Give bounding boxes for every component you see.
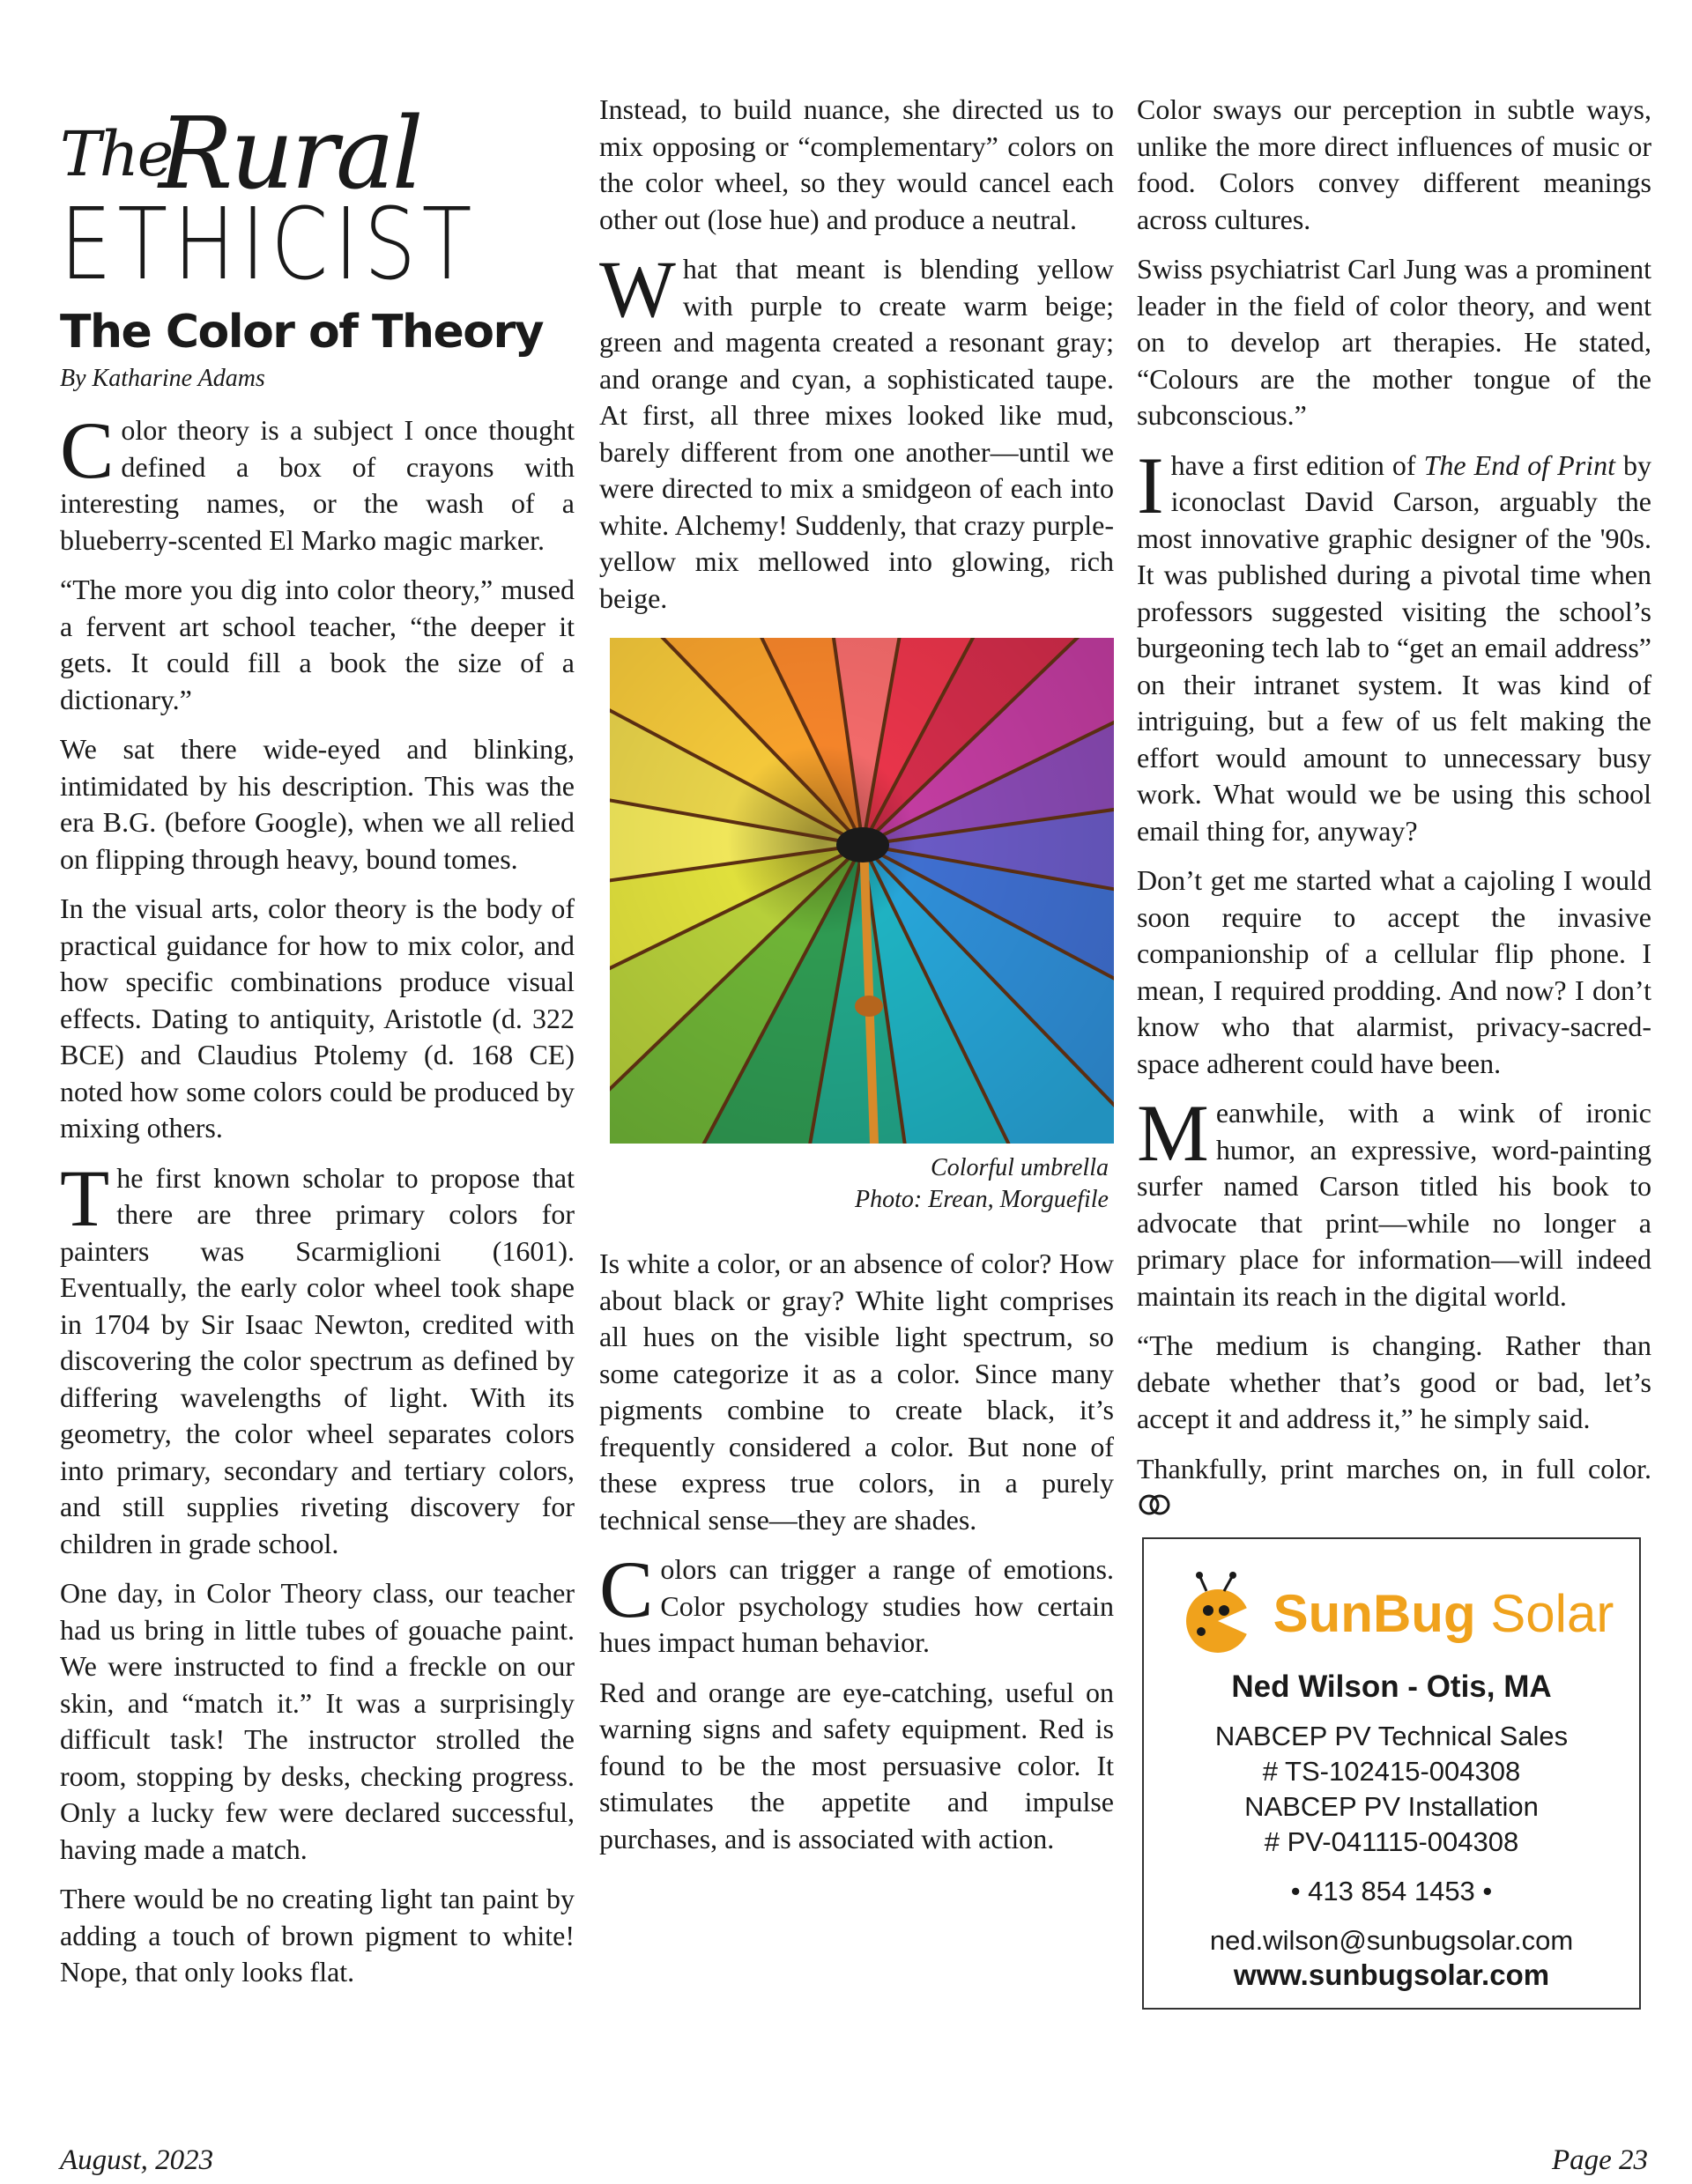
paragraph: In the visual arts, color theory is the body of practical guidance for how to mix color, and how specific combinations produce visual effects. Dating to antiquity, Aristotle (d. 322 BCE) and Claudius Ptolemy (d. 168 CE) noted how some colors could be produced by mixing others.	[60, 892, 575, 1144]
ad-website: www.sunbugsolar.com	[1233, 1958, 1550, 1991]
ad-email: ned.wilson@sunbugsolar.com	[1209, 1924, 1574, 1956]
ad-cert-number: # PV-041115-004308	[1264, 1825, 1519, 1857]
end-mark-icon	[1137, 1492, 1172, 1518]
ad-phone: • 413 854 1453 •	[1290, 1875, 1493, 1906]
drop-cap: M	[1137, 1088, 1209, 1178]
umbrella-hub	[836, 827, 889, 862]
ad-cert-number: # TS-102415-004308	[1262, 1755, 1521, 1787]
drop-cap: C	[60, 405, 115, 495]
drop-cap: I	[1137, 440, 1164, 530]
ad-contact-name: Ned Wilson - Otis, MA	[1231, 1669, 1552, 1704]
column-2	[599, 92, 1114, 1870]
paragraph: Instead, to build nuance, she directed us to mix opposing or “complementary” colors on the color wheel, so they would cancel each other out (lose hue) and produce a neutral.	[599, 93, 1114, 235]
paragraph: “The medium is changing. Rather than debate whether that’s good or bad, let’s accept it and address it,” he simply said.	[1137, 1329, 1651, 1434]
article-title: The Color of Theory	[60, 306, 544, 359]
ad-brand: SunBug Solar	[1273, 1584, 1614, 1643]
paragraph: Swiss psychiatrist Carl Jung was a prominent leader in the field of color theory, and went on to develop art therapies. He stated, “Colours are the mother tongue of the subconscious.”	[1137, 253, 1651, 431]
paragraph: Don’t get me started what a cajoling I would soon require to accept the invasive companionship of a cellular flip phone. I mean, I required prodding. And now? I don’t know who that alarmist, privacy-sacred-space adherent could have been.	[1137, 864, 1651, 1079]
paragraph: “The more you dig into color theory,” mused a fervent art school teacher, “the deeper it gets. It could fill a book the size of a dictionary.”	[60, 574, 575, 715]
umbrella-photo	[610, 638, 1114, 1144]
paragraph: What that meant is blending yellow with purple to create warm beige; green and magenta created a resonant gray; and orange and cyan, a sophisticated taupe. At first, all three mixes looked like mud, barely different from one another—until we were directed to mix a smidgeon of each into white. Alchemy! Suddenly, that crazy purple-yellow mix mellowed into glowing, rich beige.	[599, 244, 1114, 614]
sunbug-solar-ad	[1142, 1537, 1641, 2010]
book-title: The End of Print	[1423, 448, 1615, 481]
paragraph: Is white a color, or an absence of color? How about black or gray? White light comprises all hues on the visible light spectrum, so some categorize it as a color. Since many pigments combine to create black, it’s frequently considered a color. But none of these express true colors, in a purely technical sense—they are shades.	[599, 1247, 1114, 1536]
paragraph: Meanwhile, with a wink of ironic humor, an expressive, word-painting surfer named Carson titled his book to advocate that print—while no longer a primary place for information—will indeed maintain its reach in the digital world.	[1137, 1088, 1651, 1312]
paragraph: The first known scholar to propose that there are three primary colors for painters was Scarmiglioni (1601). Eventually, the early color wheel took shape in 1704 by Sir Isaac Newton, credited with discovering the color spectrum as defined by differing wavelengths of light. With its geometry, the color wheel separates colors into primary, secondary and tertiary colors, and still supplies riveting discovery for children in grade school.	[60, 1152, 575, 1559]
paragraph: I have a first edition of The End of Print by iconoclast David Carson, arguably the most innovative graphic designer of the '90s. It was published during a pivotal time when professors suggested visiting the school’s burgeoning tech lab to “get an email address” on their intranet system. It was kind of intriguing, but a few of us felt making the effort would amount to unnecessary busy work. What would we be using this school email thing for, anyway?	[1137, 440, 1652, 847]
masthead-ethicist: ETHICIST	[60, 188, 479, 302]
column-1	[60, 92, 575, 2004]
column-3	[1137, 92, 1651, 2010]
drop-cap: T	[60, 1152, 110, 1243]
drop-cap: C	[599, 1544, 654, 1634]
drop-cap: W	[599, 244, 676, 334]
masthead-logo	[60, 92, 575, 303]
paragraph: Colors can trigger a range of emotions. Color psychology studies how certain hues impact human behavior.	[599, 1544, 1114, 1658]
masthead-the: The	[60, 118, 173, 190]
ad-logo	[1144, 1566, 1639, 1662]
sunbug-icon	[1169, 1570, 1266, 1658]
paragraph: Red and orange are eye-catching, useful on warning signs and safety equipment. Red is found to be the most persuasive color. It stimulates the appetite and impulse purchases, and is associated with action.	[599, 1676, 1114, 1855]
ad-cert: NABCEP PV Installation	[1244, 1790, 1539, 1822]
umbrella-runner	[855, 996, 883, 1017]
paragraph: One day, in Color Theory class, our teacher had us bring in little tubes of gouache paint. We were instructed to find a freckle on our skin, and “match it.” It was a surprisingly difficult task! The instructor strolled the room, stopping by desks, checking progress. Only a lucky few were declared successful, having made a match.	[60, 1577, 575, 1865]
masthead-rural: Rural	[159, 97, 421, 211]
paragraph: There would be no creating light tan paint by adding a touch of brown pigment to white! Nope, that only looks flat.	[60, 1883, 575, 1988]
footer-date: August, 2023	[60, 2144, 214, 2176]
paragraph: Thankfully, print marches on, in full color.	[1137, 1451, 1651, 1524]
paragraph: We sat there wide-eyed and blinking, intimidated by his description. This was the era B.G. (before Google), when we all relied on flipping through heavy, bound tomes.	[60, 733, 575, 875]
paragraph: Color theory is a subject I once thought defined a box of crayons with interesting names, or the wash of a blueberry-scented El Marko magic marker.	[60, 405, 575, 556]
footer-page-number: Page 23	[1551, 2144, 1648, 2176]
byline: By Katharine Adams	[60, 365, 265, 392]
paragraph: Color sways our perception in subtle ways, unlike the more direct influences of music or food. Colors convey different meanings across cultures.	[1137, 93, 1651, 235]
photo-caption: Colorful umbrella Photo: Erean, Morguefile	[855, 1154, 1109, 1213]
ad-cert: NABCEP PV Technical Sales	[1214, 1720, 1569, 1751]
